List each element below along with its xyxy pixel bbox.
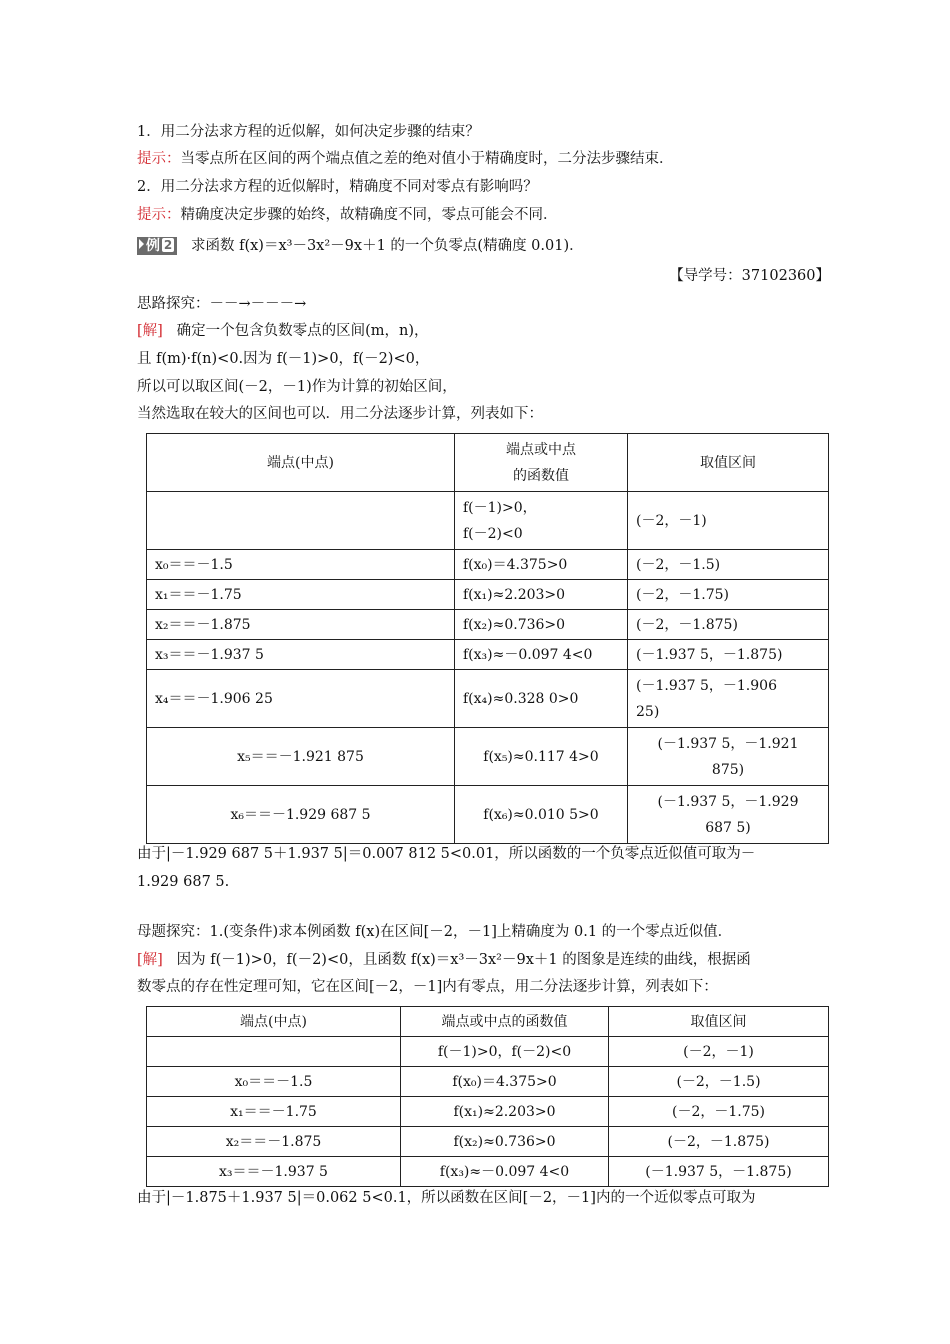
- solution-label: [解]: [137, 952, 163, 968]
- table-row: [147, 580, 829, 610]
- hint-2: [137, 205, 558, 225]
- table-header: [147, 434, 829, 492]
- example-badge: [137, 237, 177, 255]
- table-cell: x₃＝＝－1.937 5: [147, 1157, 401, 1187]
- bisection-table-2: [146, 1006, 829, 1187]
- hint-1: [137, 149, 674, 169]
- triangle-icon: [139, 239, 144, 249]
- table-row: [147, 786, 829, 844]
- table-cell: (－1.937 5，－1.875): [609, 1157, 829, 1187]
- table-cell: f(x₃)≈－0.097 4<0: [401, 1157, 609, 1187]
- variant-text: 因为 f(－1)>0，f(－2)<0，且函数 f(x)＝x³－3x²－9x＋1 的图象是连续的曲线，根据函: [176, 952, 751, 968]
- table-cell: (－2，－1.5): [628, 550, 829, 580]
- table-cell: (－2，－1.5): [609, 1067, 829, 1097]
- table-row: [147, 610, 829, 640]
- conclusion-1-line-1: 由于|－1.929 687 5＋1.937 5|＝0.007 812 5<0.01，所以函数的一个负零点近似值可取为－: [137, 846, 756, 862]
- table-cell: [628, 670, 829, 728]
- guide-number: 【导学号：37102360】: [669, 268, 830, 284]
- cell-text: f(－1)>0，: [463, 499, 537, 516]
- table-cell: x₂＝＝－1.875: [147, 1127, 401, 1157]
- cell-text: 687 5): [705, 819, 751, 836]
- header-value-line: 的函数值: [513, 467, 569, 484]
- table-row: [147, 1037, 829, 1067]
- variant-line-1: 母题探究：1.(变条件)求本例函数 f(x)在区间[－2，－1]上精确度为 0.1 的一个零点近似值．: [137, 924, 733, 940]
- solution-label: [解]: [137, 323, 163, 339]
- header-point: 端点(中点): [147, 1007, 401, 1037]
- hint-2-text: 精确度决定步骤的始终，故精确度不同，零点可能会不同．: [180, 207, 558, 223]
- table-header: [147, 1007, 829, 1037]
- table-cell: (－2，－1): [609, 1037, 829, 1067]
- table-cell: f(x₂)≈0.736>0: [401, 1127, 609, 1157]
- header-value-line: 端点或中点: [506, 441, 576, 458]
- table-cell: f(x₁)≈2.203>0: [401, 1097, 609, 1127]
- solution-text: 确定一个包含负数零点的区间(m，n)，: [176, 323, 429, 339]
- table-cell: (－2，－1.75): [609, 1097, 829, 1127]
- table-cell: [147, 492, 455, 550]
- table-cell: x₀＝＝－1.5: [147, 550, 455, 580]
- solution-line-4: 当然选取在较大的区间也可以．用二分法逐步计算，列表如下：: [137, 406, 543, 422]
- table-row: [147, 1127, 829, 1157]
- cell-text: 875): [711, 761, 745, 778]
- header-value: [455, 434, 628, 492]
- cell-text: 25): [636, 703, 660, 720]
- table-row: [147, 640, 829, 670]
- table-cell: f(x₅)≈0.117 4>0: [455, 728, 628, 786]
- solution-line-2: 且 f(m)·f(n)<0.因为 f(－1)>0，f(－2)<0，: [137, 351, 430, 367]
- table-cell: [628, 786, 829, 844]
- table-cell: f(x₂)≈0.736>0: [455, 610, 628, 640]
- header-point: 端点(中点): [147, 434, 455, 492]
- table-row: [147, 728, 829, 786]
- question-2: 2．用二分法求方程的近似解时，精确度不同对零点有影响吗？: [137, 179, 538, 195]
- cell-text: (－1.937 5，－1.929: [657, 793, 799, 810]
- example-2: [137, 236, 584, 256]
- table-row: [147, 550, 829, 580]
- table-cell: (－2，－1): [628, 492, 829, 550]
- hint-1-text: 当零点所在区间的两个端点值之差的绝对值小于精确度时，二分法步骤结束．: [180, 151, 674, 167]
- table-cell: x₅＝＝－1.921 875: [147, 728, 455, 786]
- table-cell: f(x₄)≈0.328 0>0: [455, 670, 628, 728]
- table-cell: x₁＝＝－1.75: [147, 580, 455, 610]
- table-cell: (－2，－1.875): [628, 610, 829, 640]
- table-cell: (－2，－1.875): [609, 1127, 829, 1157]
- variant-line-3: 数零点的存在性定理可知，它在区间[－2，－1]内有零点，用二分法逐步计算，列表如下：: [137, 979, 718, 995]
- table-cell: (－2，－1.75): [628, 580, 829, 610]
- table-cell: (－1.937 5，－1.875): [628, 640, 829, 670]
- table-cell: x₁＝＝－1.75: [147, 1097, 401, 1127]
- table-cell: f(x₆)≈0.010 5>0: [455, 786, 628, 844]
- table-cell: x₂＝＝－1.875: [147, 610, 455, 640]
- table-cell: f(－1)>0，f(－2)<0: [401, 1037, 609, 1067]
- thinking-path: 思路探究：－－→－－－→: [137, 296, 307, 312]
- table-row: [147, 670, 829, 728]
- table-row: [147, 1157, 829, 1187]
- table-cell: f(x₃)≈－0.097 4<0: [455, 640, 628, 670]
- badge-text: 例: [146, 238, 160, 254]
- variant-line-2: [137, 950, 751, 970]
- header-value: 端点或中点的函数值: [401, 1007, 609, 1037]
- table-cell: f(x₀)＝4.375>0: [401, 1067, 609, 1097]
- table-cell: [628, 728, 829, 786]
- table-row: [147, 1067, 829, 1097]
- example-text: 求函数 f(x)＝x³－3x²－9x＋1 的一个负零点(精确度 0.01)．: [191, 238, 584, 254]
- solution-line-3: 所以可以取区间(－2，－1)作为计算的初始区间，: [137, 379, 457, 395]
- cell-text: (－1.937 5，－1.906: [636, 677, 777, 694]
- table-cell: x₀＝＝－1.5: [147, 1067, 401, 1097]
- table-cell: x₄＝＝－1.906 25: [147, 670, 455, 728]
- hint-label: 提示：: [137, 151, 181, 167]
- table-cell: f(x₀)＝4.375>0: [455, 550, 628, 580]
- cell-text: f(－2)<0: [463, 525, 523, 542]
- solution-line-1: [137, 321, 429, 341]
- table-cell: x₃＝＝－1.937 5: [147, 640, 455, 670]
- header-interval: 取值区间: [609, 1007, 829, 1037]
- hint-label: 提示：: [137, 207, 181, 223]
- table-cell: [455, 492, 628, 550]
- table-row: [147, 1097, 829, 1127]
- header-interval: 取值区间: [628, 434, 829, 492]
- question-1: 1．用二分法求方程的近似解，如何决定步骤的结束？: [137, 124, 480, 140]
- badge-number: 2: [163, 238, 173, 252]
- table-cell: [147, 1037, 401, 1067]
- table-row: [147, 492, 829, 550]
- conclusion-1-line-2: 1.929 687 5.: [137, 874, 230, 890]
- table-cell: x₆＝＝－1.929 687 5: [147, 786, 455, 844]
- bisection-table-1: [146, 433, 829, 844]
- conclusion-2: 由于|－1.875＋1.937 5|＝0.062 5<0.1，所以函数在区间[－2，－1]内的一个近似零点可取为: [137, 1190, 756, 1206]
- table-cell: f(x₁)≈2.203>0: [455, 580, 628, 610]
- cell-text: (－1.937 5，－1.921: [657, 735, 799, 752]
